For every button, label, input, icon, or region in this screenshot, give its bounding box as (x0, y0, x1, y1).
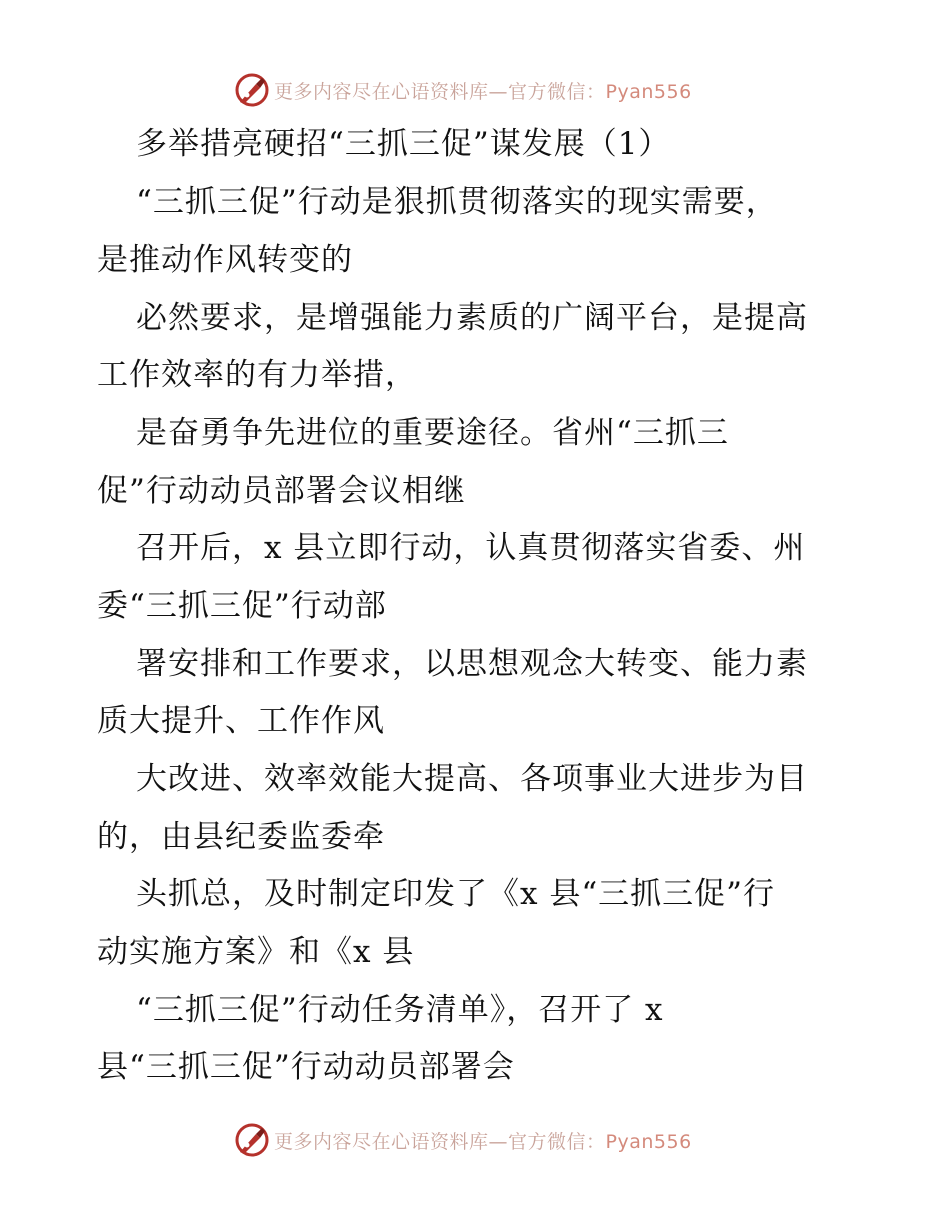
watermark-text: 更多内容尽在心语资料库—官方微信：Pyan556 (274, 1130, 692, 1153)
watermark-wechat-id: Pyan556 (605, 1130, 692, 1153)
paragraph-line: 召开后，x 县立即行动，认真贯彻落实省委、州 (136, 530, 806, 566)
paragraph-line: 委“三抓三促”行动部 (97, 588, 387, 624)
paragraph-line: 署安排和工作要求，以思想观念大转变、能力素 (136, 646, 808, 682)
document-title: 多举措亮硬招“三抓三促”谋发展（1） (136, 126, 671, 162)
paragraph-line: 县“三抓三促”行动动员部署会 (97, 1049, 515, 1085)
paragraph-line: 的，由县纪委监委牵 (97, 819, 385, 855)
paragraph-line: 大改进、效率效能大提高、各项事业大进步为目 (136, 761, 808, 797)
paragraph-line: 头抓总，及时制定印发了《x 县“三抓三促”行 (136, 876, 776, 912)
paragraph-line: 工作效率的有力举措， (97, 357, 417, 393)
pen-logo-icon (234, 72, 270, 108)
paragraph-line: 是奋勇争先进位的重要途径。省州“三抓三 (136, 415, 729, 451)
pen-logo-icon (234, 1122, 270, 1158)
paragraph-line: 是推动作风转变的 (97, 242, 353, 278)
paragraph-line: “三抓三促”行动是狠抓贯彻落实的现实需要， (136, 184, 778, 220)
paragraph-line: 必然要求，是增强能力素质的广阔平台，是提高 (136, 300, 808, 336)
watermark-footer (234, 1120, 692, 1160)
paragraph-line: 质大提升、工作作风 (97, 703, 385, 739)
paragraph-line: 动实施方案》和《x 县 (97, 934, 415, 970)
paragraph-line: “三抓三促”行动任务清单》，召开了 x (136, 992, 664, 1028)
watermark-text: 更多内容尽在心语资料库—官方微信：Pyan556 (274, 80, 692, 103)
watermark-header (234, 70, 692, 110)
watermark-wechat-id: Pyan556 (605, 80, 692, 103)
paragraph-line: 促”行动动员部署会议相继 (97, 473, 466, 509)
